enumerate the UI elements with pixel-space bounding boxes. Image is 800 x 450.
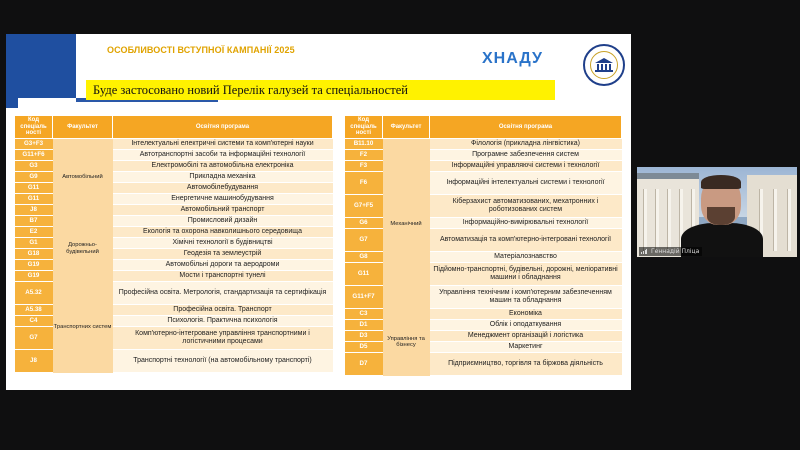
slide-corner-bar-small <box>6 98 18 108</box>
table-header-row <box>345 116 622 139</box>
row-code: F6 <box>345 172 383 195</box>
shared-slide <box>6 34 631 390</box>
row-program: Транспортні технології (на автомобільному транспорті) <box>113 350 333 373</box>
row-code: D7 <box>345 353 383 376</box>
row-program: Менеджмент організацій і логістика <box>430 331 622 342</box>
row-program: Хімічні технології в будівництві <box>113 238 333 249</box>
participant-video-tile[interactable] <box>637 167 797 257</box>
left-specialties-table <box>14 115 333 373</box>
video-background-column <box>643 189 647 251</box>
row-program: Професійна освіта. Транспорт <box>113 305 333 316</box>
row-code: A5.32 <box>15 282 53 305</box>
row-program: Комп'ютерно-інтегроване управління транспортними і логістичними процесами <box>113 327 333 350</box>
university-logo: ХНАДУ <box>482 50 543 67</box>
row-program: Управління технічним і комп'ютерним забезпеченням машин та обладнання <box>430 286 622 309</box>
row-code: D5 <box>345 342 383 353</box>
row-program: Геодезія та землеустрій <box>113 249 333 260</box>
row-code: G9 <box>15 172 53 183</box>
row-program: Кіберзахист автоматизованих, мехатронних і роботизованих систем <box>430 195 622 218</box>
video-background-column <box>787 189 791 251</box>
row-code: G11 <box>345 263 383 286</box>
slide-corner-bar <box>6 34 76 98</box>
slide-banner: Буде застосовано новий Перелік галузей та спеціальностей <box>86 80 555 100</box>
row-program: Мости і транспортні тунелі <box>113 271 333 282</box>
row-program: Автомобільний транспорт <box>113 205 333 216</box>
row-code: G7+F5 <box>345 195 383 218</box>
row-program: Інформаційно-вимірювальні технології <box>430 218 622 229</box>
row-program: Промисловий дизайн <box>113 216 333 227</box>
row-program: Енергетичне машинобудування <box>113 194 333 205</box>
row-code: G11 <box>15 183 53 194</box>
header-code: Код спеціаль ності <box>345 116 383 139</box>
row-program: Облік і оподаткування <box>430 320 622 331</box>
video-background-column <box>667 189 671 251</box>
faculty-cell: Механічний <box>383 139 430 309</box>
row-program: Матеріалознавство <box>430 252 622 263</box>
table-row <box>345 139 622 150</box>
row-program: Інтелектуальні електричні системи та комп'ютерні науки <box>113 139 333 150</box>
row-code: G11+F6 <box>15 150 53 161</box>
row-program: Автоматизація та комп'ютерно-інтегровані технології <box>430 229 622 252</box>
row-program: Професійна освіта. Метрологія, стандартизація та сертифікація <box>113 282 333 305</box>
row-program: Програмне забезпечення систем <box>430 150 622 161</box>
row-program: Прикладна механіка <box>113 172 333 183</box>
right-specialties-table <box>344 115 622 376</box>
table-row <box>15 216 333 227</box>
row-code: G1 <box>15 238 53 249</box>
row-program: Маркетинг <box>430 342 622 353</box>
faculty-cell: Автомобільний <box>53 139 113 216</box>
row-program: Інформаційні управляючі системи і технології <box>430 161 622 172</box>
row-code: J8 <box>15 350 53 373</box>
row-program: Філологія (прикладна лінгвістика) <box>430 139 622 150</box>
table-row <box>15 139 333 150</box>
video-background-roof <box>637 173 699 179</box>
row-program: Підйомно-транспортні, будівельні, дорожні, меліоративні машини і обладнання <box>430 263 622 286</box>
row-code: E2 <box>15 227 53 238</box>
row-code: C3 <box>345 309 383 320</box>
header-program: Освітня програма <box>113 116 333 139</box>
row-code: C4 <box>15 316 53 327</box>
faculty-cell: Дорожньо-будівельний <box>53 216 113 282</box>
video-background-column <box>655 189 659 251</box>
row-program: Інформаційні інтелектуальні системи і технології <box>430 172 622 195</box>
row-program: Психологія. Практична психологія <box>113 316 333 327</box>
header-faculty: Факультет <box>53 116 113 139</box>
row-code: F3 <box>345 161 383 172</box>
participant-beard <box>707 207 735 225</box>
row-program: Економіка <box>430 309 622 320</box>
table-row <box>345 309 622 320</box>
row-program: Електромобілі та автомобільна електроніка <box>113 161 333 172</box>
row-code: G6 <box>345 218 383 229</box>
row-code: D3 <box>345 331 383 342</box>
row-code: G7 <box>345 229 383 252</box>
row-code: G11+F7 <box>345 286 383 309</box>
header-faculty: Факультет <box>383 116 430 139</box>
row-program: Автотранспортні засоби та інформаційні технології <box>113 150 333 161</box>
row-code: G19 <box>15 271 53 282</box>
row-program: Підприємництво, торгівля та біржова діяльність <box>430 353 622 376</box>
slide-title: ОСОБЛИВОСТІ ВСТУПНОЇ КАМПАНІЇ 2025 <box>107 45 295 55</box>
table-header-row <box>15 116 333 139</box>
video-background-column <box>773 189 777 251</box>
row-program: Автомобільні дороги та аеродроми <box>113 260 333 271</box>
faculty-cell: Управління та бізнесу <box>383 309 430 376</box>
row-code: G8 <box>345 252 383 263</box>
row-code: G18 <box>15 249 53 260</box>
row-code: F2 <box>345 150 383 161</box>
row-code: B7 <box>15 216 53 227</box>
participant-name-label: Геннадій Пліца <box>639 247 702 256</box>
row-program: Автомобілебудування <box>113 183 333 194</box>
row-program: Екологія та охорона навколишнього середовища <box>113 227 333 238</box>
header-program: Освітня програма <box>430 116 622 139</box>
row-code: G19 <box>15 260 53 271</box>
row-code: G7 <box>15 327 53 350</box>
row-code: G11 <box>15 194 53 205</box>
row-code: B11.10 <box>345 139 383 150</box>
faculty-cell: Транспортних систем <box>53 282 113 373</box>
row-code: J8 <box>15 205 53 216</box>
university-seal-icon <box>583 44 625 86</box>
header-code: Код спеціаль ності <box>15 116 53 139</box>
row-code: D1 <box>345 320 383 331</box>
participant-hair <box>701 175 741 189</box>
row-code: A5.38 <box>15 305 53 316</box>
mic-level-icon <box>641 249 647 254</box>
row-code: G3 <box>15 161 53 172</box>
table-row <box>15 282 333 305</box>
row-code: G3+F3 <box>15 139 53 150</box>
